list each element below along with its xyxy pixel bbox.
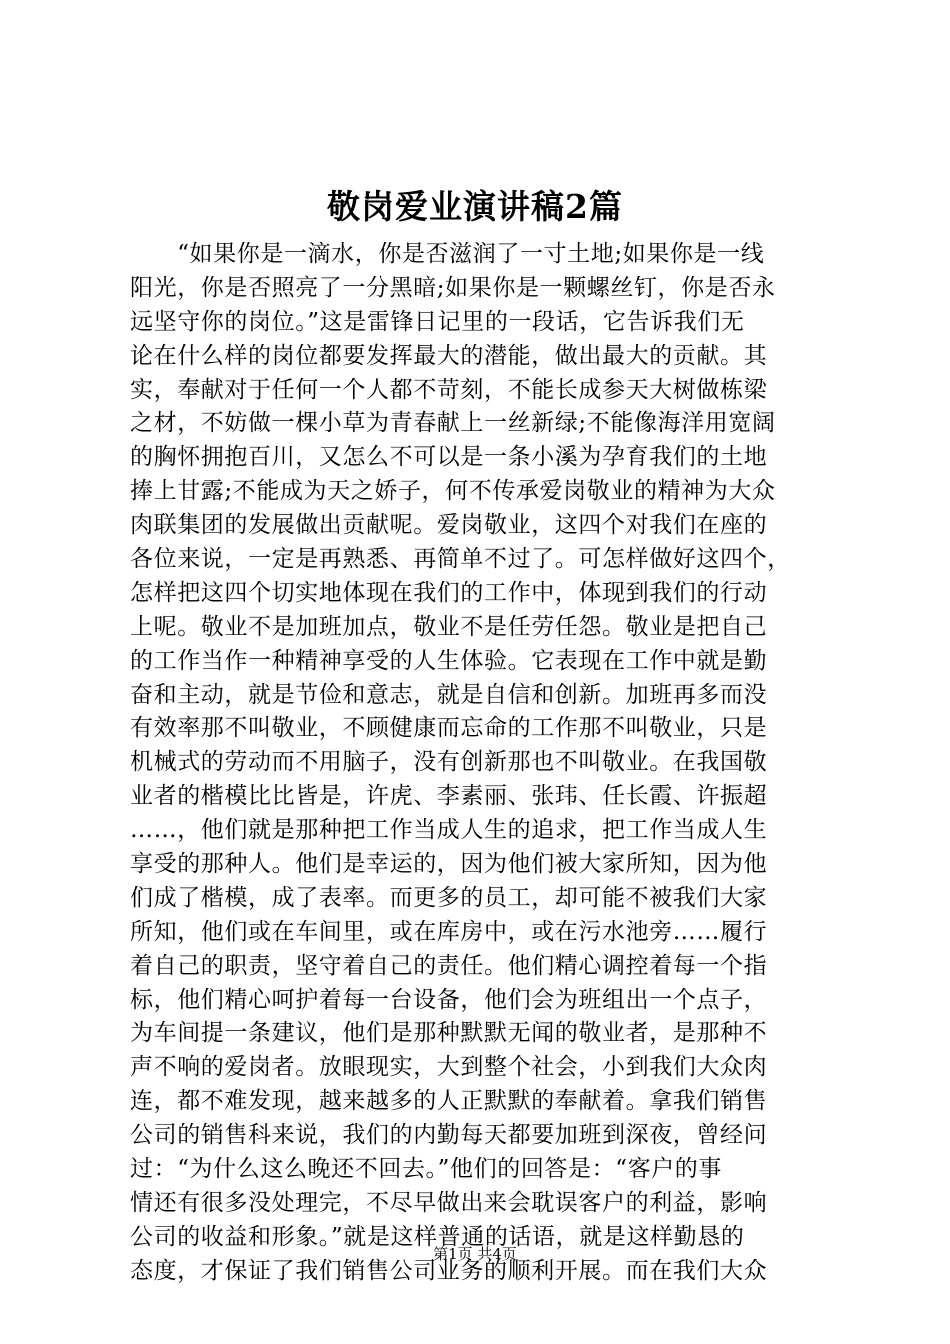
body-line: 所知，他们或在车间里，或在库房中，或在污水池旁……履行: [130, 918, 768, 945]
body-line: 之材，不妨做一棵小草为青春献上一丝新绿;不能像海洋用宽阔: [130, 410, 776, 437]
body-line: 享受的那种人。他们是幸运的，因为他们被大家所知，因为他: [130, 851, 768, 878]
body-line: 过：“为什么这么晚还不回去。”他们的回答是：“客户的事: [130, 1156, 722, 1183]
body-line: 情还有很多没处理完，不尽早做出来会耽误客户的利益，影响: [130, 1189, 768, 1216]
body-line: “如果你是一滴水，你是否滋润了一寸土地;如果你是一线: [130, 241, 765, 267]
body-line: 业者的楷模比比皆是，许虎、李素丽、张玮、任长霞、许振超: [130, 783, 768, 810]
body-line: 各位来说，一定是再熟悉、再简单不过了。可怎样做好这四个，: [130, 546, 791, 573]
body-line: 态度，才保证了我们销售公司业务的顺利开展。而在我们大众: [130, 1257, 768, 1284]
document-title: 敬岗爱业演讲稿2篇: [327, 187, 623, 226]
body-line: 的工作当作一种精神享受的人生体验。它表现在工作中就是勤: [130, 647, 768, 674]
body-line: 们成了楷模，成了表率。而更多的员工，却可能不被我们大家: [130, 884, 768, 911]
page-footer: 第1页 共4页: [433, 1245, 517, 1263]
body-line: 为车间提一条建议，他们是那种默默无闻的敬业者，是那种不: [130, 1020, 768, 1047]
body-line: 奋和主动，就是节俭和意志，就是自信和创新。加班再多而没: [130, 681, 768, 708]
body-line: ……，他们就是那种把工作当成人生的追求，把工作当成人生: [130, 817, 768, 844]
body-line: 实，奉献对于任何一个人都不苛刻，不能长成参天大树做栋梁: [130, 376, 768, 403]
body-line: 有效率那不叫敬业，不顾健康而忘命的工作那不叫敬业，只是: [130, 715, 768, 742]
body-line: 的胸怀拥抱百川，又怎么不可以是一条小溪为孕育我们的土地: [130, 444, 768, 471]
body-line: 标，他们精心呵护着每一台设备，他们会为班组出一个点子，: [130, 986, 768, 1013]
body-line: 论在什么样的岗位都要发挥最大的潜能，做出最大的贡献。其: [130, 342, 768, 369]
body-line: 公司的收益和形象。”就是这样普通的话语，就是这样勤恳的: [130, 1223, 745, 1250]
body-line: 公司的销售科来说，我们的内勤每天都要加班到深夜，曾经问: [130, 1122, 768, 1149]
body-line: 远坚守你的岗位。”这是雷锋日记里的一段话，它告诉我们无: [130, 308, 745, 335]
body-line: 肉联集团的发展做出贡献呢。爱岗敬业，这四个对我们在座的: [130, 512, 768, 539]
body-line: 着自己的职责，坚守着自己的责任。他们精心调控着每一个指: [130, 952, 768, 979]
body-line: 捧上甘露;不能成为天之娇子，何不传承爱岗敬业的精神为大众: [130, 478, 776, 505]
body-line: 声不响的爱岗者。放眼现实，大到整个社会，小到我们大众肉: [130, 1054, 768, 1081]
body-line: 怎样把这四个切实地体现在我们的工作中，体现到我们的行动: [130, 579, 768, 606]
body-line: 阳光，你是否照亮了一分黑暗;如果你是一颗螺丝钉，你是否永: [130, 274, 776, 301]
body-line: 上呢。敬业不是加班加点，敬业不是任劳任怨。敬业是把自己: [130, 613, 768, 640]
body-line: 机械式的劳动而不用脑子，没有创新那也不叫敬业。在我国敬: [130, 749, 768, 776]
body-line: 连，都不难发现，越来越多的人正默默的奉献着。拿我们销售: [130, 1088, 768, 1115]
document-body: [130, 238, 830, 1289]
